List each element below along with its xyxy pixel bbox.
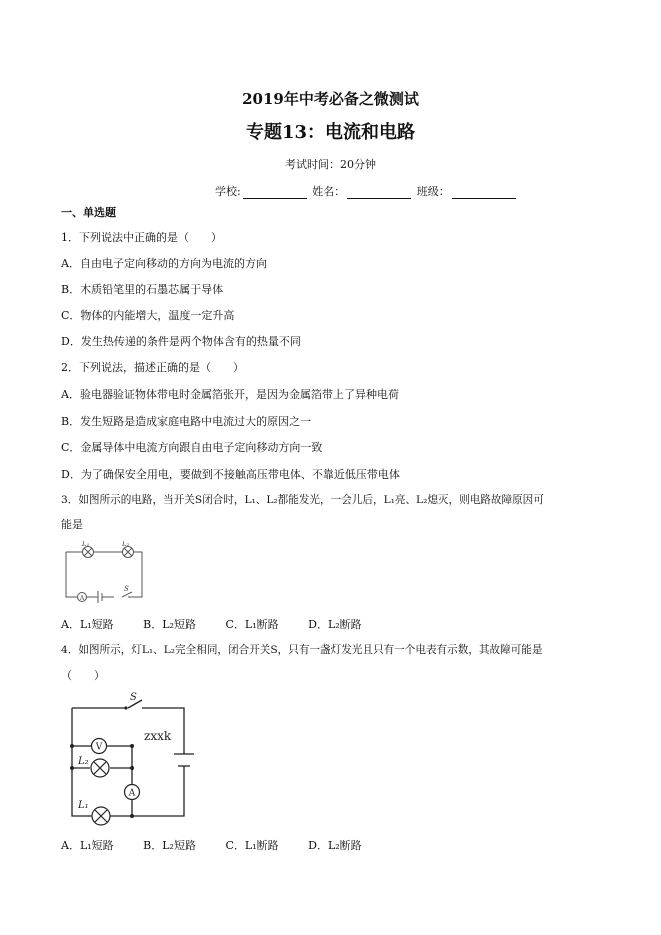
svg-text:A: A (128, 788, 136, 799)
q4-option-c[interactable]: C．L₁断路 (225, 839, 279, 852)
section-heading: 一、单选题 (61, 206, 116, 219)
q3-option-a[interactable]: A．L₁短路 (61, 618, 114, 631)
q4-stem-line2: （ ） (61, 669, 105, 682)
student-info-row (215, 183, 518, 199)
class-label: 班级： (416, 185, 450, 198)
q3-stem-line2: 能是 (61, 518, 83, 531)
q4-option-d[interactable]: D．L₂断路 (308, 839, 362, 852)
q4-stem-line1: 4．如图所示，灯L₁、L₂完全相同，闭合开关S，只有一盏灯发光且只有一个电表有示数，其故障可能是 (61, 644, 543, 656)
q4-ammeter (125, 785, 140, 800)
q3-lamp-l1 (83, 547, 94, 558)
svg-text:A: A (79, 595, 85, 602)
name-label: 姓名： (312, 185, 346, 198)
class-blank[interactable] (452, 187, 516, 199)
q3-switch-label: S (124, 585, 129, 593)
q4-watermark: zxxk (144, 729, 172, 743)
school-blank[interactable] (243, 187, 307, 199)
q3-options (61, 616, 388, 632)
exam-time: 考试时间：20分钟 (285, 158, 376, 171)
topic-title: 专题13：电流和电路 (245, 122, 416, 143)
paper-title: 2019年中考必备之微测试 (242, 90, 419, 108)
q3-option-c[interactable]: C．L₁断路 (225, 618, 279, 631)
q4-lamp-l1 (92, 807, 110, 825)
q3-option-b[interactable]: B．L₂短路 (143, 618, 196, 631)
q2-option-b[interactable]: B．发生短路是造成家庭电路中电流过大的原因之一 (61, 415, 312, 428)
q4-lamp-l2 (91, 759, 109, 777)
q3-lamp-l2 (123, 547, 134, 558)
q3-option-d[interactable]: D．L₂断路 (308, 618, 362, 631)
q4-switch-label: S (130, 692, 137, 703)
q4-option-a[interactable]: A．L₁短路 (61, 839, 114, 852)
q4-options (61, 837, 388, 853)
q3-stem-line1: 3．如图所示的电路，当开关S闭合时，L₁、L₂都能发光，一会儿后，L₁亮、L₂熄灭，则电路故障原因可 (61, 494, 544, 506)
q1-option-d[interactable]: D．发生热传递的条件是两个物体含有的热量不同 (61, 335, 301, 348)
q1-option-b[interactable]: B．木质铅笔里的石墨芯属于导体 (61, 283, 224, 296)
q3-l2-label: L₂ (122, 541, 130, 548)
q3-l1-label: L₁ (82, 541, 90, 548)
q1-stem: 1．下列说法中正确的是（ ） (61, 231, 222, 244)
q1-option-a[interactable]: A．自由电子定向移动的方向为电流的方向 (61, 257, 267, 270)
q4-l1-label: L₁ (78, 800, 89, 811)
q2-stem: 2．下列说法，描述正确的是（ ） (61, 361, 244, 374)
q4-option-b[interactable]: B．L₂短路 (143, 839, 196, 852)
q3-circuit-diagram (62, 541, 146, 605)
name-blank[interactable] (347, 187, 411, 199)
q1-option-c[interactable]: C．物体的内能增大，温度一定升高 (61, 309, 235, 322)
q2-option-a[interactable]: A．验电器验证物体带电时金属箔张开，是因为金属箔带上了异种电荷 (61, 388, 399, 401)
q2-option-c[interactable]: C．金属导体中电流方向跟自由电子定向移动方向一致 (61, 441, 323, 454)
q3-ammeter (78, 593, 87, 603)
svg-text:V: V (95, 742, 103, 753)
q2-option-d[interactable]: D．为了确保安全用电，要做到不接触高压带电体、不靠近低压带电体 (61, 468, 400, 481)
q4-l2-label: L₂ (78, 756, 89, 767)
q4-voltmeter (92, 739, 107, 754)
school-label: 学校: (215, 185, 241, 198)
q4-circuit-diagram (62, 688, 202, 828)
